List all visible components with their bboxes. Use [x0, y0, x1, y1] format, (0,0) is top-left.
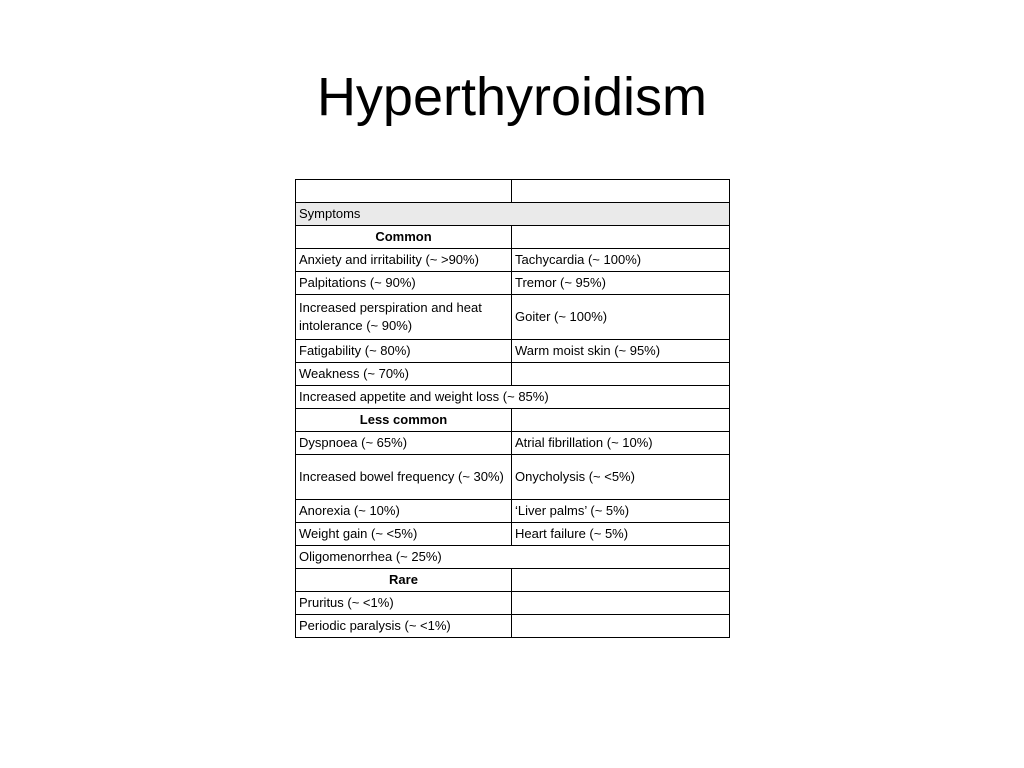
- table-cell: Increased perspiration and heat intolerance (~ 90%): [296, 295, 512, 340]
- section-label: Symptoms: [296, 203, 730, 226]
- subheader-less-common: Less common: [296, 409, 512, 432]
- table-cell: Weakness (~ 70%): [296, 363, 512, 386]
- table-cell-full: Increased appetite and weight loss (~ 85%): [296, 386, 730, 409]
- table-cell: Warm moist skin (~ 95%): [512, 340, 730, 363]
- table-cell: [512, 592, 730, 615]
- table-row: [296, 386, 730, 409]
- table-cell: Goiter (~ 100%): [512, 295, 730, 340]
- table-row: [296, 592, 730, 615]
- empty-cell: [512, 180, 730, 203]
- empty-cell: [512, 569, 730, 592]
- table-cell: Periodic paralysis (~ <1%): [296, 615, 512, 638]
- table-cell: Onycholysis (~ <5%): [512, 455, 730, 500]
- table-cell: Heart failure (~ 5%): [512, 523, 730, 546]
- table-cell-full: Oligomenorrhea (~ 25%): [296, 546, 730, 569]
- table-row: [296, 523, 730, 546]
- empty-cell: [512, 409, 730, 432]
- subheader-rare: Rare: [296, 569, 512, 592]
- table-cell: Tachycardia (~ 100%): [512, 249, 730, 272]
- table-row: [296, 363, 730, 386]
- table-cell: Tremor (~ 95%): [512, 272, 730, 295]
- table-row: [296, 615, 730, 638]
- table-row: [296, 340, 730, 363]
- subheader-row-common: [296, 226, 730, 249]
- table-row: [296, 295, 730, 340]
- symptoms-table: [295, 179, 730, 638]
- table-row: [296, 249, 730, 272]
- subheader-row-rare: [296, 569, 730, 592]
- empty-cell: [512, 226, 730, 249]
- table-row: [296, 455, 730, 500]
- table-cell: Fatigability (~ 80%): [296, 340, 512, 363]
- table-cell: Weight gain (~ <5%): [296, 523, 512, 546]
- table-cell: Dyspnoea (~ 65%): [296, 432, 512, 455]
- table-cell: Palpitations (~ 90%): [296, 272, 512, 295]
- table-cell: Anorexia (~ 10%): [296, 500, 512, 523]
- empty-cell: [296, 180, 512, 203]
- table-cell: Pruritus (~ <1%): [296, 592, 512, 615]
- table-row: [296, 546, 730, 569]
- slide-title: Hyperthyroidism: [316, 67, 708, 127]
- table-cell: Anxiety and irritability (~ >90%): [296, 249, 512, 272]
- subheader-row-less-common: [296, 409, 730, 432]
- section-row: [296, 203, 730, 226]
- table-row: [296, 432, 730, 455]
- table-row: [296, 500, 730, 523]
- table-cell: ‘Liver palms’ (~ 5%): [512, 500, 730, 523]
- subheader-common: Common: [296, 226, 512, 249]
- table-cell: [512, 363, 730, 386]
- table-cell: [512, 615, 730, 638]
- table-cell: Atrial fibrillation (~ 10%): [512, 432, 730, 455]
- table-row: [296, 272, 730, 295]
- table-header-row: [296, 180, 730, 203]
- table-cell: Increased bowel frequency (~ 30%): [296, 455, 512, 500]
